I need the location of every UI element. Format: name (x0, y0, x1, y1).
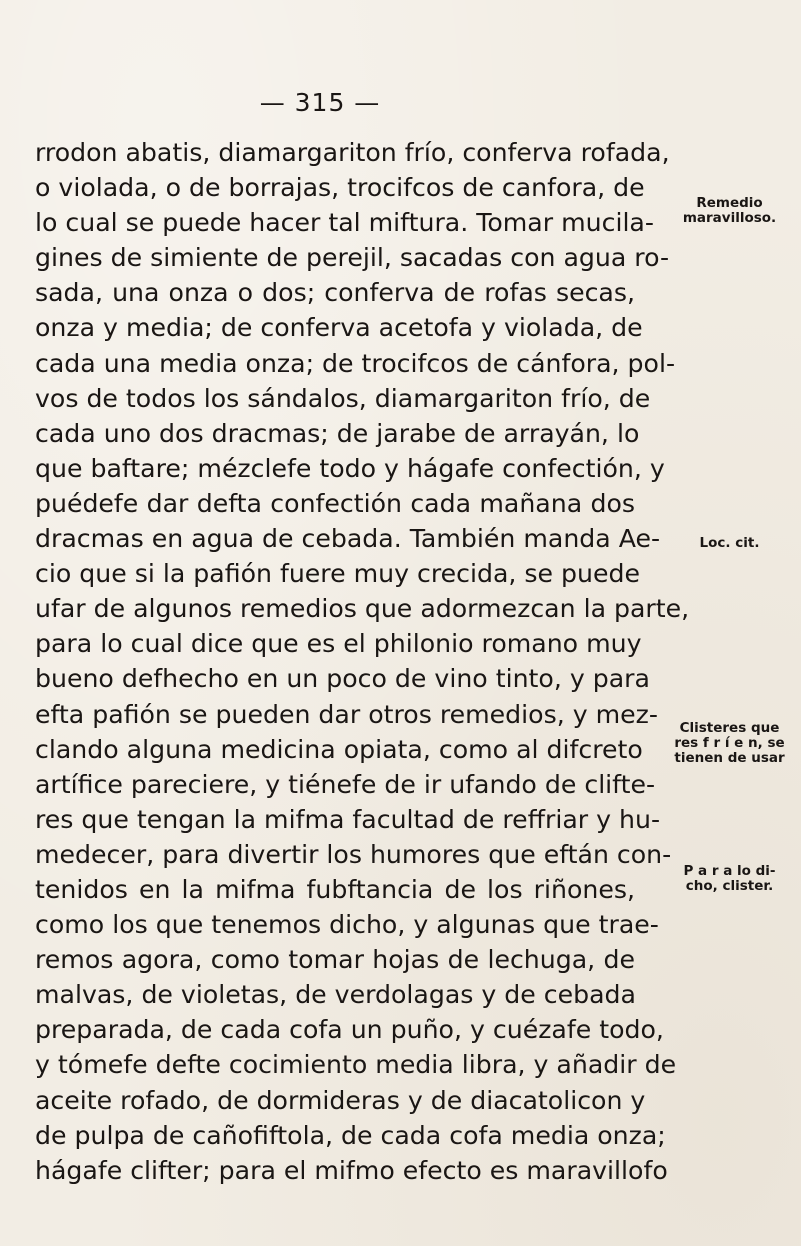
text-line: hágafe clifter; para el mifmo efecto es maravillofo (35, 1155, 668, 1185)
text-line: para lo cual dice que es el philonio romano muy (35, 629, 642, 659)
text-line: remos agora, como tomar hojas de lechuga, de (35, 945, 635, 975)
text-line: tenidos en la mifma fubftancia de los riñones, (35, 874, 635, 904)
margin-note-line: maravilloso. (682, 210, 777, 226)
text-line: dracmas en agua de cebada. También manda Ae- (35, 524, 661, 554)
text-line: malvas, de violetas, de verdolagas y de cebada (35, 980, 636, 1010)
text-line: de pulpa de cañofiftola, de cada cofa media onza; (35, 1120, 666, 1150)
text-line: lo cual se puede hacer tal miftura. Tomar mucila- (35, 208, 654, 238)
margin-note-line: cho, clister. (685, 878, 774, 894)
margin-note-remedio (662, 196, 797, 226)
margin-note-line: Remedio (696, 195, 763, 211)
text-line: cada una media onza; de trocifcos de cánfora, pol- (35, 348, 676, 378)
text-line: efta pafión se pueden dar otros remedios, y mez- (35, 699, 658, 729)
margin-note-clisteres (662, 721, 797, 766)
text-line: gines de simiente de perejil, sacadas con agua ro- (35, 243, 670, 273)
text-line: sada, una onza o dos; conferva de rofas secas, (35, 278, 635, 308)
margin-note-line: Loc. cit. (699, 535, 760, 551)
text-line: medecer, para divertir los humores que eftán con- (35, 839, 672, 869)
text-line: onza y media; de conferva acetofa y violada, de (35, 313, 643, 343)
margin-note-loc-cit (662, 536, 797, 551)
text-line: res que tengan la mifma facultad de reffriar y hu- (35, 804, 661, 834)
text-line: preparada, de cada cofa un puño, y cuézafe todo, (35, 1015, 664, 1045)
body-text (35, 135, 690, 1188)
text-line: cio que si la pafión fuere muy crecida, se puede (35, 559, 640, 589)
margin-note-line: P a r a lo di- (683, 863, 776, 879)
text-line: que baftare; mézclefe todo y hágafe confectión, y (35, 453, 665, 483)
text-line: rrodon abatis, diamargariton frío, conferva rofada, (35, 138, 670, 167)
text-line: artífice pareciere, y tiénefe de ir ufando de clifte- (35, 769, 656, 799)
text-line: clando alguna medicina opiata, como al difcreto (35, 734, 643, 764)
margin-note-line: Clisteres que (679, 720, 780, 736)
text-line: o violada, o de borrajas, trocifcos de canfora, de (35, 173, 645, 203)
text-line: como los que tenemos dicho, y algunas que trae- (35, 910, 659, 940)
text-line: y tómefe defte cocimiento media libra, y añadir de (35, 1050, 677, 1080)
text-line: cada uno dos dracmas; de jarabe de arrayán, lo (35, 418, 640, 448)
margin-note-clister (662, 864, 797, 894)
text-line: aceite rofado, de dormideras y de diacatolicon y (35, 1085, 646, 1115)
margin-note-line: res f r í e n, se (674, 735, 785, 751)
text-line: vos de todos los sándalos, diamargariton frío, de (35, 383, 651, 413)
margin-note-line: tienen de usar (674, 750, 785, 766)
text-line: bueno defhecho en un poco de vino tinto, y para (35, 664, 650, 694)
page-number: — 315 — (259, 88, 381, 117)
text-line: ufar de algunos remedios que adormezcan la parte, (35, 594, 690, 624)
text-line: puédefe dar defta confectión cada mañana dos (35, 488, 635, 518)
